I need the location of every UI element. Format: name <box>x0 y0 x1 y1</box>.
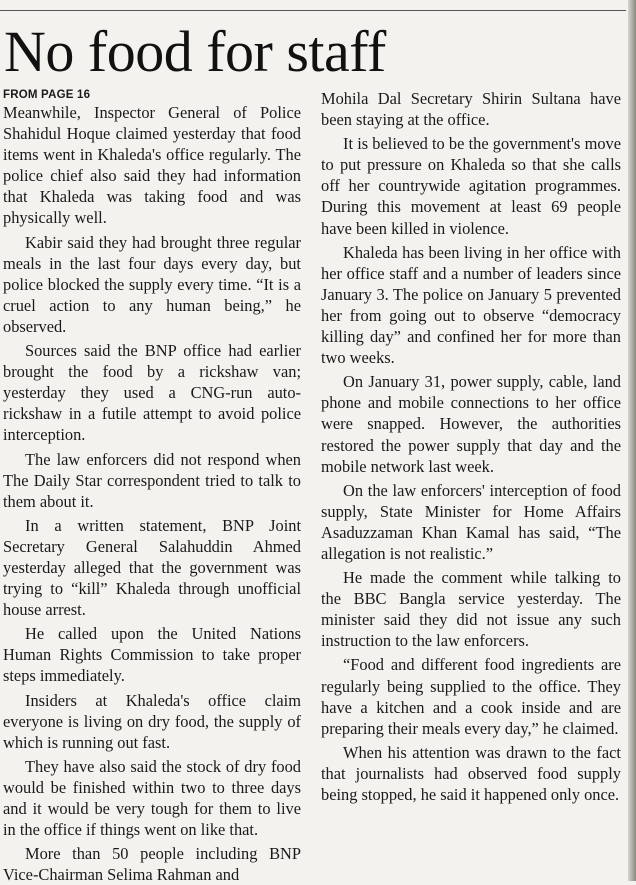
paragraph: Kabir said they had brought three regular meals in the last four days every day, but police blocked the supply every time. “It is a cruel action to any human being,” he observed. <box>3 232 301 336</box>
headline: No food for staff <box>4 19 386 84</box>
paragraph: Mohila Dal Secretary Shirin Sultana have been staying at the office. <box>321 89 621 130</box>
paragraph: The law enforcers did not respond when The Daily Star correspondent tried to talk to them about it. <box>3 449 301 511</box>
paragraph: On the law enforcers' interception of food supply, State Minister for Home Affairs Asaduzzaman Khan Kamal has said, “The allegation is not realistic.” <box>321 480 621 563</box>
paragraph: He called upon the United Nations Human Rights Commission to take proper steps immediately. <box>3 624 301 686</box>
paragraph: In a written statement, BNP Joint Secretary General Salahuddin Ahmed yesterday alleged that the government was trying to “kill” Khaleda through unofficial house arrest. <box>3 515 301 620</box>
kicker: FROM PAGE 16 <box>3 89 91 101</box>
paragraph: “Food and different food ingredients are regularly being supplied to the office. They have a kitchen and a cook inside and are preparing their meals every day,” he claimed. <box>321 655 621 738</box>
top-rule <box>0 10 626 11</box>
right-column <box>321 88 621 805</box>
paragraph: He made the comment while talking to the BBC Bangla service yesterday. The minister said they did not issue any such instruction to the law enforcers. <box>321 568 621 651</box>
left-column <box>3 88 301 885</box>
paragraph: They have also said the stock of dry food would be finished within two to three days and it would be very tough for them to live in the office if things went on like that. <box>3 756 301 840</box>
page-edge-shadow <box>628 0 636 881</box>
paragraph: Meanwhile, Inspector General of Police Shahidul Hoque claimed yesterday that food items went in Khaleda's office regularly. The police chief also said they had information that Khaleda was taking food and was physically well. <box>3 103 301 228</box>
paragraph: When his attention was drawn to the fact that journalists had observed food supply being stopped, he said it happened only once. <box>321 742 621 804</box>
paragraph: On January 31, power supply, cable, land phone and mobile connections to her office were snapped. However, the authorities restored the power supply that day and the mobile network last week. <box>321 372 621 476</box>
paragraph: Khaleda has been living in her office with her office staff and a number of leaders since January 3. The police on January 5 prevented her from going out to observe “democracy killing day” and confined her for more than two weeks. <box>321 242 621 368</box>
paragraph: Insiders at Khaleda's office claim everyone is living on dry food, the supply of which is running out fast. <box>3 690 301 752</box>
paragraph: More than 50 people including BNP Vice-Chairman Selima Rahman and <box>3 844 301 885</box>
paragraph: Sources said the BNP office had earlier brought the food by a rickshaw van; yesterday they used a CNG-run auto-rickshaw in a futile attempt to avoid police interception. <box>3 341 301 445</box>
paragraph: It is believed to be the government's move to put pressure on Khaleda so that she calls off her countrywide agitation programmes. During this movement at least 69 people have been killed in violence. <box>321 134 621 238</box>
